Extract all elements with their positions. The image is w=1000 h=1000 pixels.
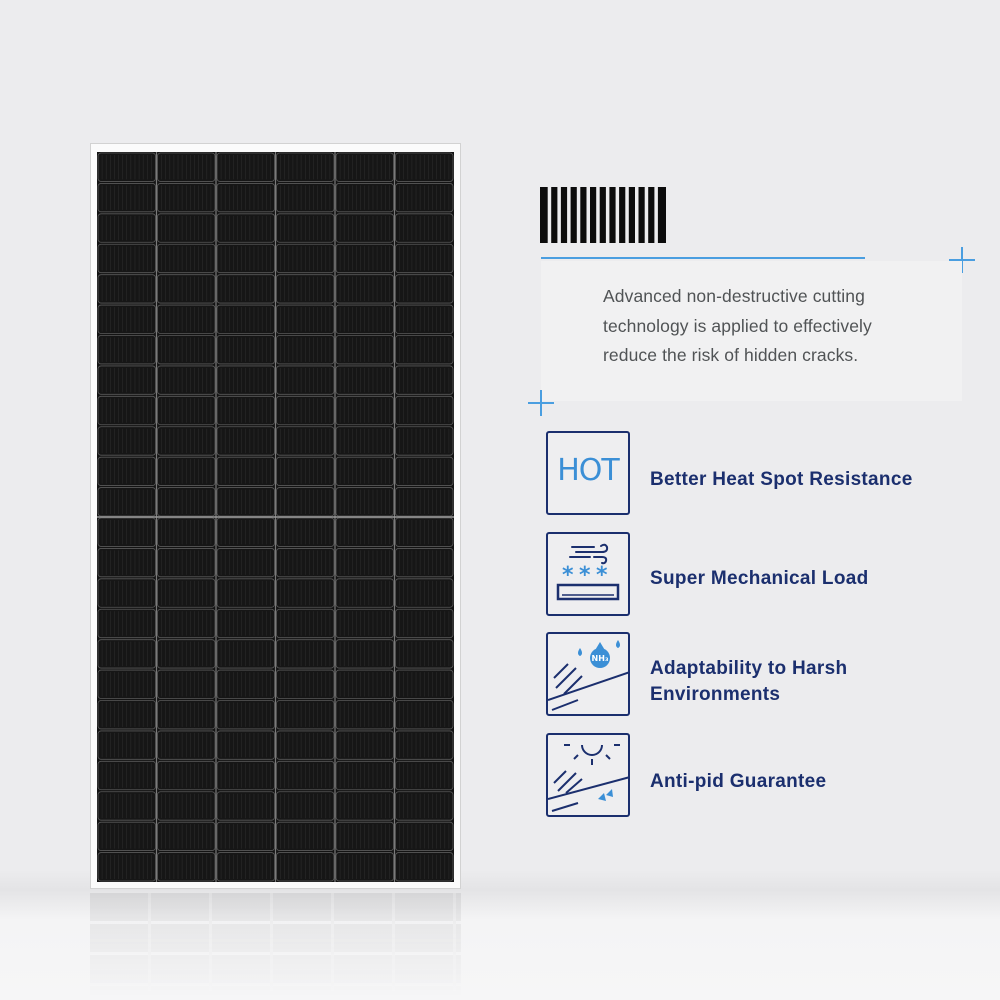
solar-cell — [158, 548, 216, 576]
solar-cell — [98, 396, 156, 424]
solar-cell — [158, 670, 216, 698]
feature-label-line-2: Environments — [650, 684, 781, 705]
solar-cell-grid — [97, 152, 454, 882]
hot-icon — [546, 431, 630, 515]
solar-cell — [396, 579, 454, 607]
solar-cell — [277, 518, 335, 546]
hot-icon-text: HOT — [557, 453, 619, 488]
solar-cell — [217, 488, 275, 516]
solar-cell — [98, 609, 156, 637]
feature-label-heat-spot: Better Heat Spot Resistance — [650, 469, 913, 490]
solar-cell — [158, 822, 216, 850]
solar-cell — [336, 609, 394, 637]
solar-cell — [217, 853, 275, 881]
solar-cell — [396, 427, 454, 455]
solar-cell — [277, 183, 335, 211]
solar-cell — [217, 640, 275, 668]
solar-cell — [217, 214, 275, 242]
accent-line — [541, 257, 865, 259]
solar-cell — [277, 153, 335, 181]
solar-cell — [396, 670, 454, 698]
solar-cell — [336, 214, 394, 242]
description-box — [541, 261, 962, 401]
solar-cell — [158, 214, 216, 242]
solar-cell — [396, 822, 454, 850]
solar-cell — [336, 761, 394, 789]
solar-cell — [98, 640, 156, 668]
solar-cell — [336, 640, 394, 668]
solar-cell — [336, 731, 394, 759]
solar-cell — [396, 305, 454, 333]
solar-cell — [396, 183, 454, 211]
solar-cell — [336, 427, 394, 455]
cut-cell-barcode-icon — [540, 187, 666, 243]
solar-cell — [217, 396, 275, 424]
solar-cell — [98, 183, 156, 211]
solar-cell — [277, 244, 335, 272]
feature-label-harsh-environments — [650, 656, 847, 708]
svg-text:*: * — [562, 563, 574, 588]
solar-cell — [158, 579, 216, 607]
solar-cell — [217, 731, 275, 759]
solar-cell — [396, 275, 454, 303]
solar-cell — [336, 853, 394, 881]
solar-cell — [336, 792, 394, 820]
svg-text:*: * — [596, 563, 608, 588]
solar-cell — [158, 336, 216, 364]
solar-cell — [277, 396, 335, 424]
description-text — [603, 282, 943, 371]
solar-cell — [217, 427, 275, 455]
solar-cell — [98, 153, 156, 181]
solar-cell — [98, 761, 156, 789]
solar-cell — [217, 548, 275, 576]
solar-cell — [396, 701, 454, 729]
solar-cell — [158, 853, 216, 881]
solar-cell — [158, 518, 216, 546]
solar-cell — [277, 336, 335, 364]
solar-cell — [277, 609, 335, 637]
description-line-1: Advanced non-destructive cutting — [603, 286, 865, 306]
solar-cell — [277, 792, 335, 820]
solar-cell — [158, 244, 216, 272]
solar-cell — [336, 518, 394, 546]
feature-label-line-1: Adaptability to Harsh — [650, 658, 848, 679]
solar-cell — [336, 336, 394, 364]
solar-cell — [277, 366, 335, 394]
solar-cell — [277, 853, 335, 881]
description-line-3: reduce the risk of hidden cracks. — [603, 345, 859, 365]
solar-cell — [158, 183, 216, 211]
solar-cell — [336, 488, 394, 516]
solar-cell — [217, 792, 275, 820]
solar-cell — [396, 457, 454, 485]
solar-cell — [336, 822, 394, 850]
panel-reflection — [90, 893, 461, 1000]
solar-cell — [217, 153, 275, 181]
solar-cell — [158, 609, 216, 637]
solar-cell — [98, 244, 156, 272]
solar-cell — [277, 214, 335, 242]
solar-cell — [158, 640, 216, 668]
solar-cell — [98, 822, 156, 850]
solar-cell — [217, 366, 275, 394]
solar-cell — [396, 792, 454, 820]
mechanical-load-icon — [546, 532, 630, 616]
solar-cell — [336, 183, 394, 211]
solar-cell — [98, 548, 156, 576]
solar-cell — [98, 853, 156, 881]
solar-cell — [98, 457, 156, 485]
solar-cell — [217, 244, 275, 272]
description-line-2: technology is applied to effectively — [603, 315, 872, 336]
solar-cell — [277, 579, 335, 607]
solar-cell — [98, 336, 156, 364]
solar-cell — [158, 305, 216, 333]
solar-cell — [336, 305, 394, 333]
solar-cell — [396, 244, 454, 272]
solar-cell — [277, 761, 335, 789]
solar-cell — [277, 670, 335, 698]
solar-cell — [217, 822, 275, 850]
solar-cell — [336, 670, 394, 698]
solar-cell — [217, 336, 275, 364]
solar-cell — [336, 579, 394, 607]
solar-cell — [336, 275, 394, 303]
solar-cell — [98, 701, 156, 729]
feature-label-mechanical-load: Super Mechanical Load — [650, 568, 869, 589]
solar-cell — [336, 396, 394, 424]
solar-cell — [396, 336, 454, 364]
solar-cell — [277, 457, 335, 485]
solar-cell — [277, 275, 335, 303]
solar-cell — [396, 153, 454, 181]
solar-cell — [98, 518, 156, 546]
solar-cell — [98, 579, 156, 607]
solar-cell — [158, 457, 216, 485]
solar-cell — [396, 214, 454, 242]
solar-cell — [277, 822, 335, 850]
solar-cell — [217, 761, 275, 789]
solar-cell — [98, 214, 156, 242]
solar-cell — [336, 457, 394, 485]
solar-cell — [277, 305, 335, 333]
solar-cell — [217, 183, 275, 211]
solar-cell — [217, 305, 275, 333]
solar-cell — [98, 670, 156, 698]
solar-cell — [396, 366, 454, 394]
solar-cell — [98, 366, 156, 394]
solar-cell — [396, 488, 454, 516]
solar-panel — [90, 143, 461, 889]
solar-cell — [98, 275, 156, 303]
solar-cell — [98, 427, 156, 455]
solar-cell — [217, 275, 275, 303]
solar-cell — [336, 701, 394, 729]
plus-decoration-bottom — [528, 390, 554, 416]
solar-cell — [396, 396, 454, 424]
solar-cell — [396, 548, 454, 576]
solar-cell — [158, 427, 216, 455]
solar-cell — [396, 609, 454, 637]
solar-cell — [217, 579, 275, 607]
solar-cell — [336, 153, 394, 181]
solar-cell — [158, 366, 216, 394]
solar-cell — [277, 701, 335, 729]
solar-cell — [277, 640, 335, 668]
solar-cell — [98, 305, 156, 333]
harsh-environment-icon — [546, 632, 630, 716]
solar-cell — [217, 609, 275, 637]
solar-cell — [158, 731, 216, 759]
solar-cell — [396, 853, 454, 881]
solar-cell — [336, 366, 394, 394]
solar-cell — [336, 548, 394, 576]
anti-pid-icon — [546, 733, 630, 817]
solar-cell — [277, 731, 335, 759]
svg-text:*: * — [579, 563, 591, 588]
solar-cell — [98, 731, 156, 759]
solar-cell — [158, 275, 216, 303]
solar-cell — [277, 488, 335, 516]
solar-cell — [217, 670, 275, 698]
solar-cell — [277, 548, 335, 576]
solar-cell — [217, 701, 275, 729]
solar-cell — [217, 457, 275, 485]
solar-cell — [158, 396, 216, 424]
solar-cell — [98, 488, 156, 516]
solar-cell — [98, 792, 156, 820]
solar-cell — [158, 792, 216, 820]
feature-label-anti-pid: Anti-pid Guarantee — [650, 771, 827, 792]
svg-text:NH₃: NH₃ — [591, 654, 609, 663]
solar-cell — [396, 640, 454, 668]
solar-cell — [396, 761, 454, 789]
solar-cell — [158, 761, 216, 789]
solar-cell — [158, 488, 216, 516]
solar-cell — [277, 427, 335, 455]
solar-cell — [396, 731, 454, 759]
solar-cell — [217, 518, 275, 546]
solar-cell — [158, 153, 216, 181]
solar-cells — [97, 152, 454, 882]
solar-cell — [396, 518, 454, 546]
solar-cell — [158, 701, 216, 729]
solar-cell — [336, 244, 394, 272]
